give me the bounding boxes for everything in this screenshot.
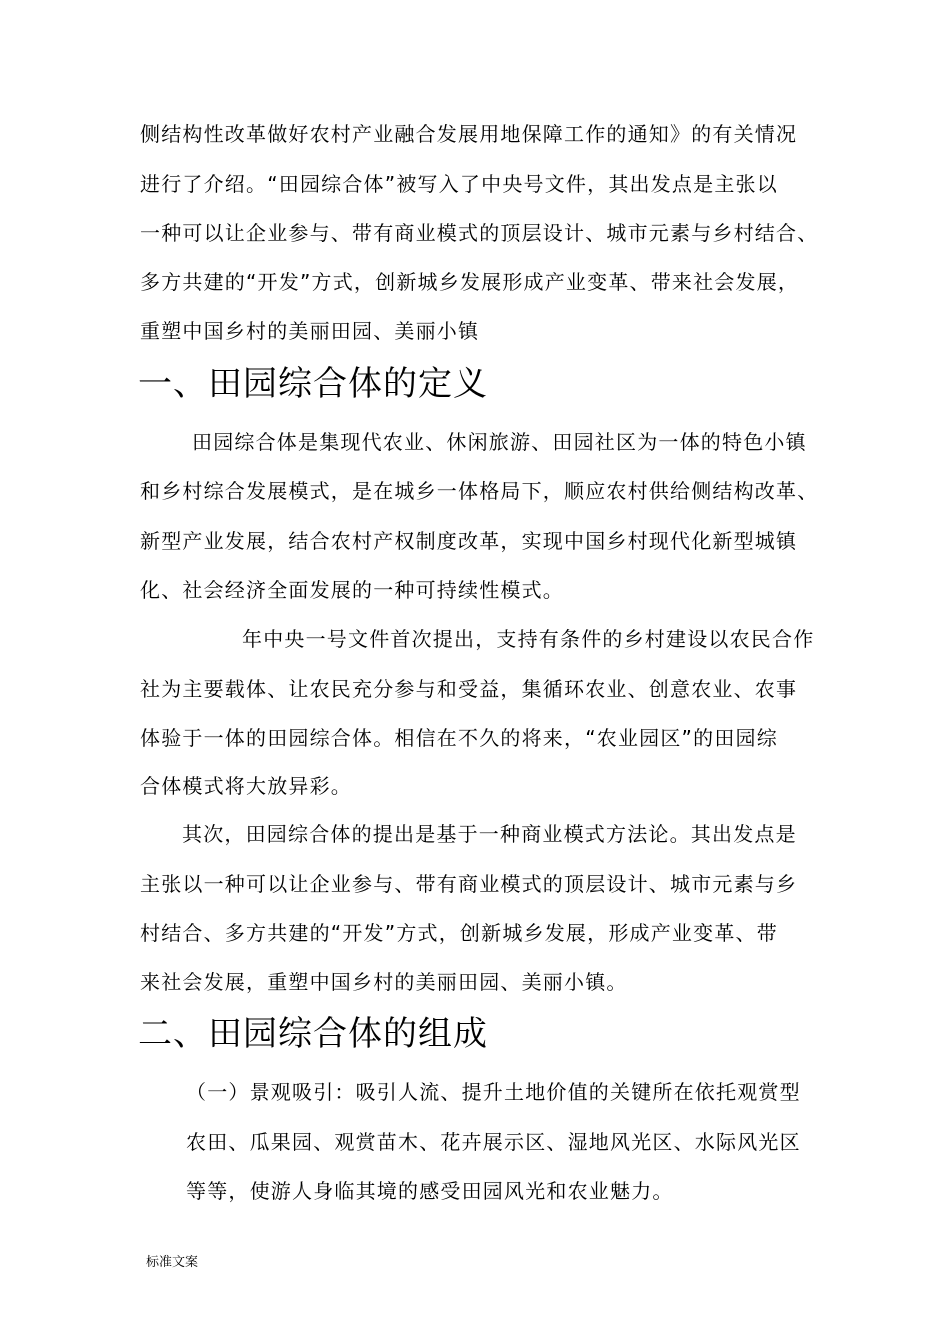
- section-1-para-3-line-3: 村结合、多方共建的“开发”方式，创新城乡发展，形成产业变革、带: [140, 921, 778, 945]
- section-1-para-1-line-3: 新型产业发展，结合农村产权制度改革，实现中国乡村现代化新型城镇: [140, 529, 798, 553]
- section-1-para-2-line-3: 体验于一体的田园综合体。相信在不久的将来，“农业园区”的田园综: [140, 726, 778, 750]
- section-1-para-1-line-2: 和乡村综合发展模式，是在城乡一体格局下，顺应农村供给侧结构改革、: [140, 479, 819, 503]
- section-2-heading: 二、田园综合体的组成: [138, 1014, 488, 1054]
- footer-label: 标准文案: [146, 1255, 199, 1270]
- intro-line-3: 一种可以让企业参与、带有商业模式的顶层设计、城市元素与乡村结合、: [140, 221, 819, 245]
- section-1-heading: 一、田园综合体的定义: [138, 364, 488, 404]
- section-1-para-3-line-2: 主张以一种可以让企业参与、带有商业模式的顶层设计、城市元素与乡: [140, 872, 798, 896]
- intro-line-1: 侧结构性改革做好农村产业融合发展用地保障工作的通知》的有关情况: [140, 122, 798, 146]
- section-1-para-3-line-4: 来社会发展，重塑中国乡村的美丽田园、美丽小镇。: [140, 970, 628, 994]
- section-1-para-1-line-1: 田园综合体是集现代农业、休闲旅游、田园社区为一体的特色小镇: [192, 430, 807, 454]
- intro-line-4: 多方共建的“开发”方式，创新城乡发展形成产业变革、带来社会发展，: [140, 270, 800, 294]
- section-2-para-1-line-1: （一）景观吸引：吸引人流、提升土地价值的关键所在依托观赏型: [186, 1080, 801, 1104]
- section-1-para-1-line-4: 化、社会经济全面发展的一种可持续性模式。: [140, 578, 564, 602]
- section-2-para-1-line-2: 农田、瓜果园、观赏苗木、花卉展示区、湿地风光区、水际风光区: [186, 1130, 801, 1154]
- section-1-para-2-line-2: 社为主要载体、让农民充分参与和受益，集循环农业、创意农业、农事: [140, 677, 798, 701]
- section-1-para-2-line-1: 年中央一号文件首次提出，支持有条件的乡村建设以农民合作: [242, 627, 815, 651]
- intro-line-5: 重塑中国乡村的美丽田园、美丽小镇: [140, 319, 480, 343]
- intro-line-2: 进行了介绍。“田园综合体”被写入了中央号文件，其出发点是主张以: [140, 172, 778, 196]
- section-1-para-2-line-4: 合体模式将大放异彩。: [140, 774, 352, 798]
- section-2-para-1-line-3: 等等，使游人身临其境的感受田园风光和农业魅力。: [186, 1179, 674, 1203]
- section-1-para-3-line-1: 其次，田园综合体的提出是基于一种商业模式方法论。其出发点是: [182, 822, 797, 846]
